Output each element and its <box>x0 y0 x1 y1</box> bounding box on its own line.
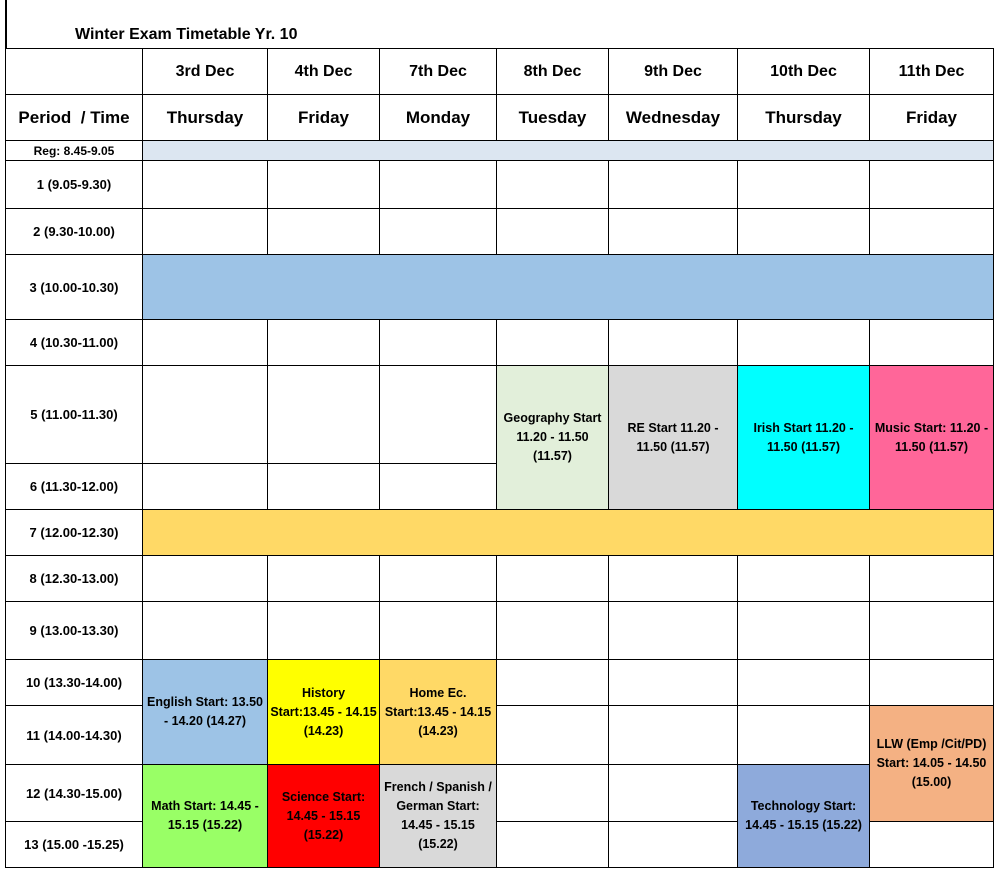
period-row <box>6 161 994 209</box>
period-label: 9 (13.00-13.30) <box>6 602 143 660</box>
exam-math: Math Start: 14.45 - 15.15 (15.22) <box>143 765 268 868</box>
period-row <box>6 765 994 822</box>
empty-cell <box>380 161 497 209</box>
period-label: 2 (9.30-10.00) <box>6 209 143 255</box>
empty-cell <box>268 209 380 255</box>
empty-cell <box>143 602 268 660</box>
empty-cell <box>609 765 738 822</box>
exam-english: English Start: 13.50 - 14.20 (14.27) <box>143 660 268 765</box>
exam-languages: French / Spanish / German Start: 14.45 - 15.15 (15.22) <box>380 765 497 868</box>
empty-cell <box>870 822 994 868</box>
empty-cell <box>738 320 870 366</box>
header-date: 3rd Dec <box>143 49 268 95</box>
exam-irish: Irish Start 11.20 - 11.50 (11.57) <box>738 366 870 510</box>
period-row <box>6 602 994 660</box>
empty-cell <box>497 765 609 822</box>
period-label: 5 (11.00-11.30) <box>6 366 143 464</box>
exam-timetable <box>5 48 994 868</box>
empty-cell <box>497 320 609 366</box>
empty-cell <box>380 556 497 602</box>
empty-cell <box>609 602 738 660</box>
header-day: Thursday <box>738 95 870 141</box>
period-label: 7 (12.00-12.30) <box>6 510 143 556</box>
empty-cell <box>870 209 994 255</box>
empty-cell <box>870 556 994 602</box>
period-label: 12 (14.30-15.00) <box>6 765 143 822</box>
empty-cell <box>143 320 268 366</box>
exam-music: Music Start: 11.20 - 11.50 (11.57) <box>870 366 994 510</box>
empty-cell <box>870 320 994 366</box>
period-label: 6 (11.30-12.00) <box>6 464 143 510</box>
empty-cell <box>380 209 497 255</box>
period-row <box>6 510 994 556</box>
header-date: 7th Dec <box>380 49 497 95</box>
exam-geography: Geography Start 11.20 - 11.50 (11.57) <box>497 366 609 510</box>
header-period-time: Period / Time <box>6 95 143 141</box>
timetable-container <box>5 48 994 868</box>
empty-cell <box>738 556 870 602</box>
empty-cell <box>497 602 609 660</box>
period-label: Reg: 8.45-9.05 <box>6 141 143 161</box>
empty-cell <box>268 556 380 602</box>
lunch-band <box>143 510 994 556</box>
period-label: 4 (10.30-11.00) <box>6 320 143 366</box>
empty-cell <box>609 161 738 209</box>
header-day: Friday <box>268 95 380 141</box>
empty-cell <box>497 161 609 209</box>
empty-cell <box>497 556 609 602</box>
empty-cell <box>738 209 870 255</box>
empty-cell <box>870 660 994 706</box>
header-corner-top <box>6 49 143 95</box>
empty-cell <box>143 209 268 255</box>
empty-cell <box>497 706 609 765</box>
exam-history: History Start:13.45 - 14.15 (14.23) <box>268 660 380 765</box>
empty-cell <box>609 320 738 366</box>
header-day: Wednesday <box>609 95 738 141</box>
period-row <box>6 255 994 320</box>
empty-cell <box>143 366 268 464</box>
empty-cell <box>738 660 870 706</box>
period-label: 11 (14.00-14.30) <box>6 706 143 765</box>
empty-cell <box>738 706 870 765</box>
header-day: Friday <box>870 95 994 141</box>
empty-cell <box>268 366 380 464</box>
exam-re: RE Start 11.20 - 11.50 (11.57) <box>609 366 738 510</box>
exam-technology: Technology Start: 14.45 - 15.15 (15.22) <box>738 765 870 868</box>
empty-cell <box>609 556 738 602</box>
exam-llw: LLW (Emp /Cit/PD) Start: 14.05 - 14.50 (15.00) <box>870 706 994 822</box>
empty-cell <box>497 209 609 255</box>
period-row <box>6 320 994 366</box>
empty-cell <box>380 464 497 510</box>
header-day: Thursday <box>143 95 268 141</box>
empty-cell <box>268 320 380 366</box>
empty-cell <box>609 660 738 706</box>
exam-home-ec: Home Ec. Start:13.45 - 14.15 (14.23) <box>380 660 497 765</box>
header-date: 8th Dec <box>497 49 609 95</box>
header-date: 9th Dec <box>609 49 738 95</box>
empty-cell <box>268 464 380 510</box>
period-row <box>6 660 994 706</box>
empty-cell <box>738 602 870 660</box>
header-date: 4th Dec <box>268 49 380 95</box>
header-day: Tuesday <box>497 95 609 141</box>
empty-cell <box>870 161 994 209</box>
empty-cell <box>870 602 994 660</box>
period-row <box>6 141 994 161</box>
period-row <box>6 556 994 602</box>
period-row <box>6 209 994 255</box>
empty-cell <box>380 320 497 366</box>
empty-cell <box>143 556 268 602</box>
empty-cell <box>268 602 380 660</box>
page-title: Winter Exam Timetable Yr. 10 <box>75 26 298 43</box>
period-label: 10 (13.30-14.00) <box>6 660 143 706</box>
empty-cell <box>609 209 738 255</box>
empty-cell <box>738 161 870 209</box>
sheet-left-border <box>5 0 7 48</box>
empty-cell <box>609 706 738 765</box>
header-day: Monday <box>380 95 497 141</box>
period-row <box>6 366 994 464</box>
period-label: 13 (15.00 -15.25) <box>6 822 143 868</box>
period-label: 3 (10.00-10.30) <box>6 255 143 320</box>
empty-cell <box>609 822 738 868</box>
empty-cell <box>497 822 609 868</box>
empty-cell <box>143 464 268 510</box>
header-date: 11th Dec <box>870 49 994 95</box>
empty-cell <box>380 602 497 660</box>
empty-cell <box>143 161 268 209</box>
header-days-row <box>6 95 994 141</box>
period-label: 1 (9.05-9.30) <box>6 161 143 209</box>
empty-cell <box>497 660 609 706</box>
header-date: 10th Dec <box>738 49 870 95</box>
empty-cell <box>380 366 497 464</box>
header-dates-row <box>6 49 994 95</box>
registration-band <box>143 141 994 161</box>
break-band <box>143 255 994 320</box>
exam-science: Science Start: 14.45 - 15.15 (15.22) <box>268 765 380 868</box>
empty-cell <box>268 161 380 209</box>
period-label: 8 (12.30-13.00) <box>6 556 143 602</box>
